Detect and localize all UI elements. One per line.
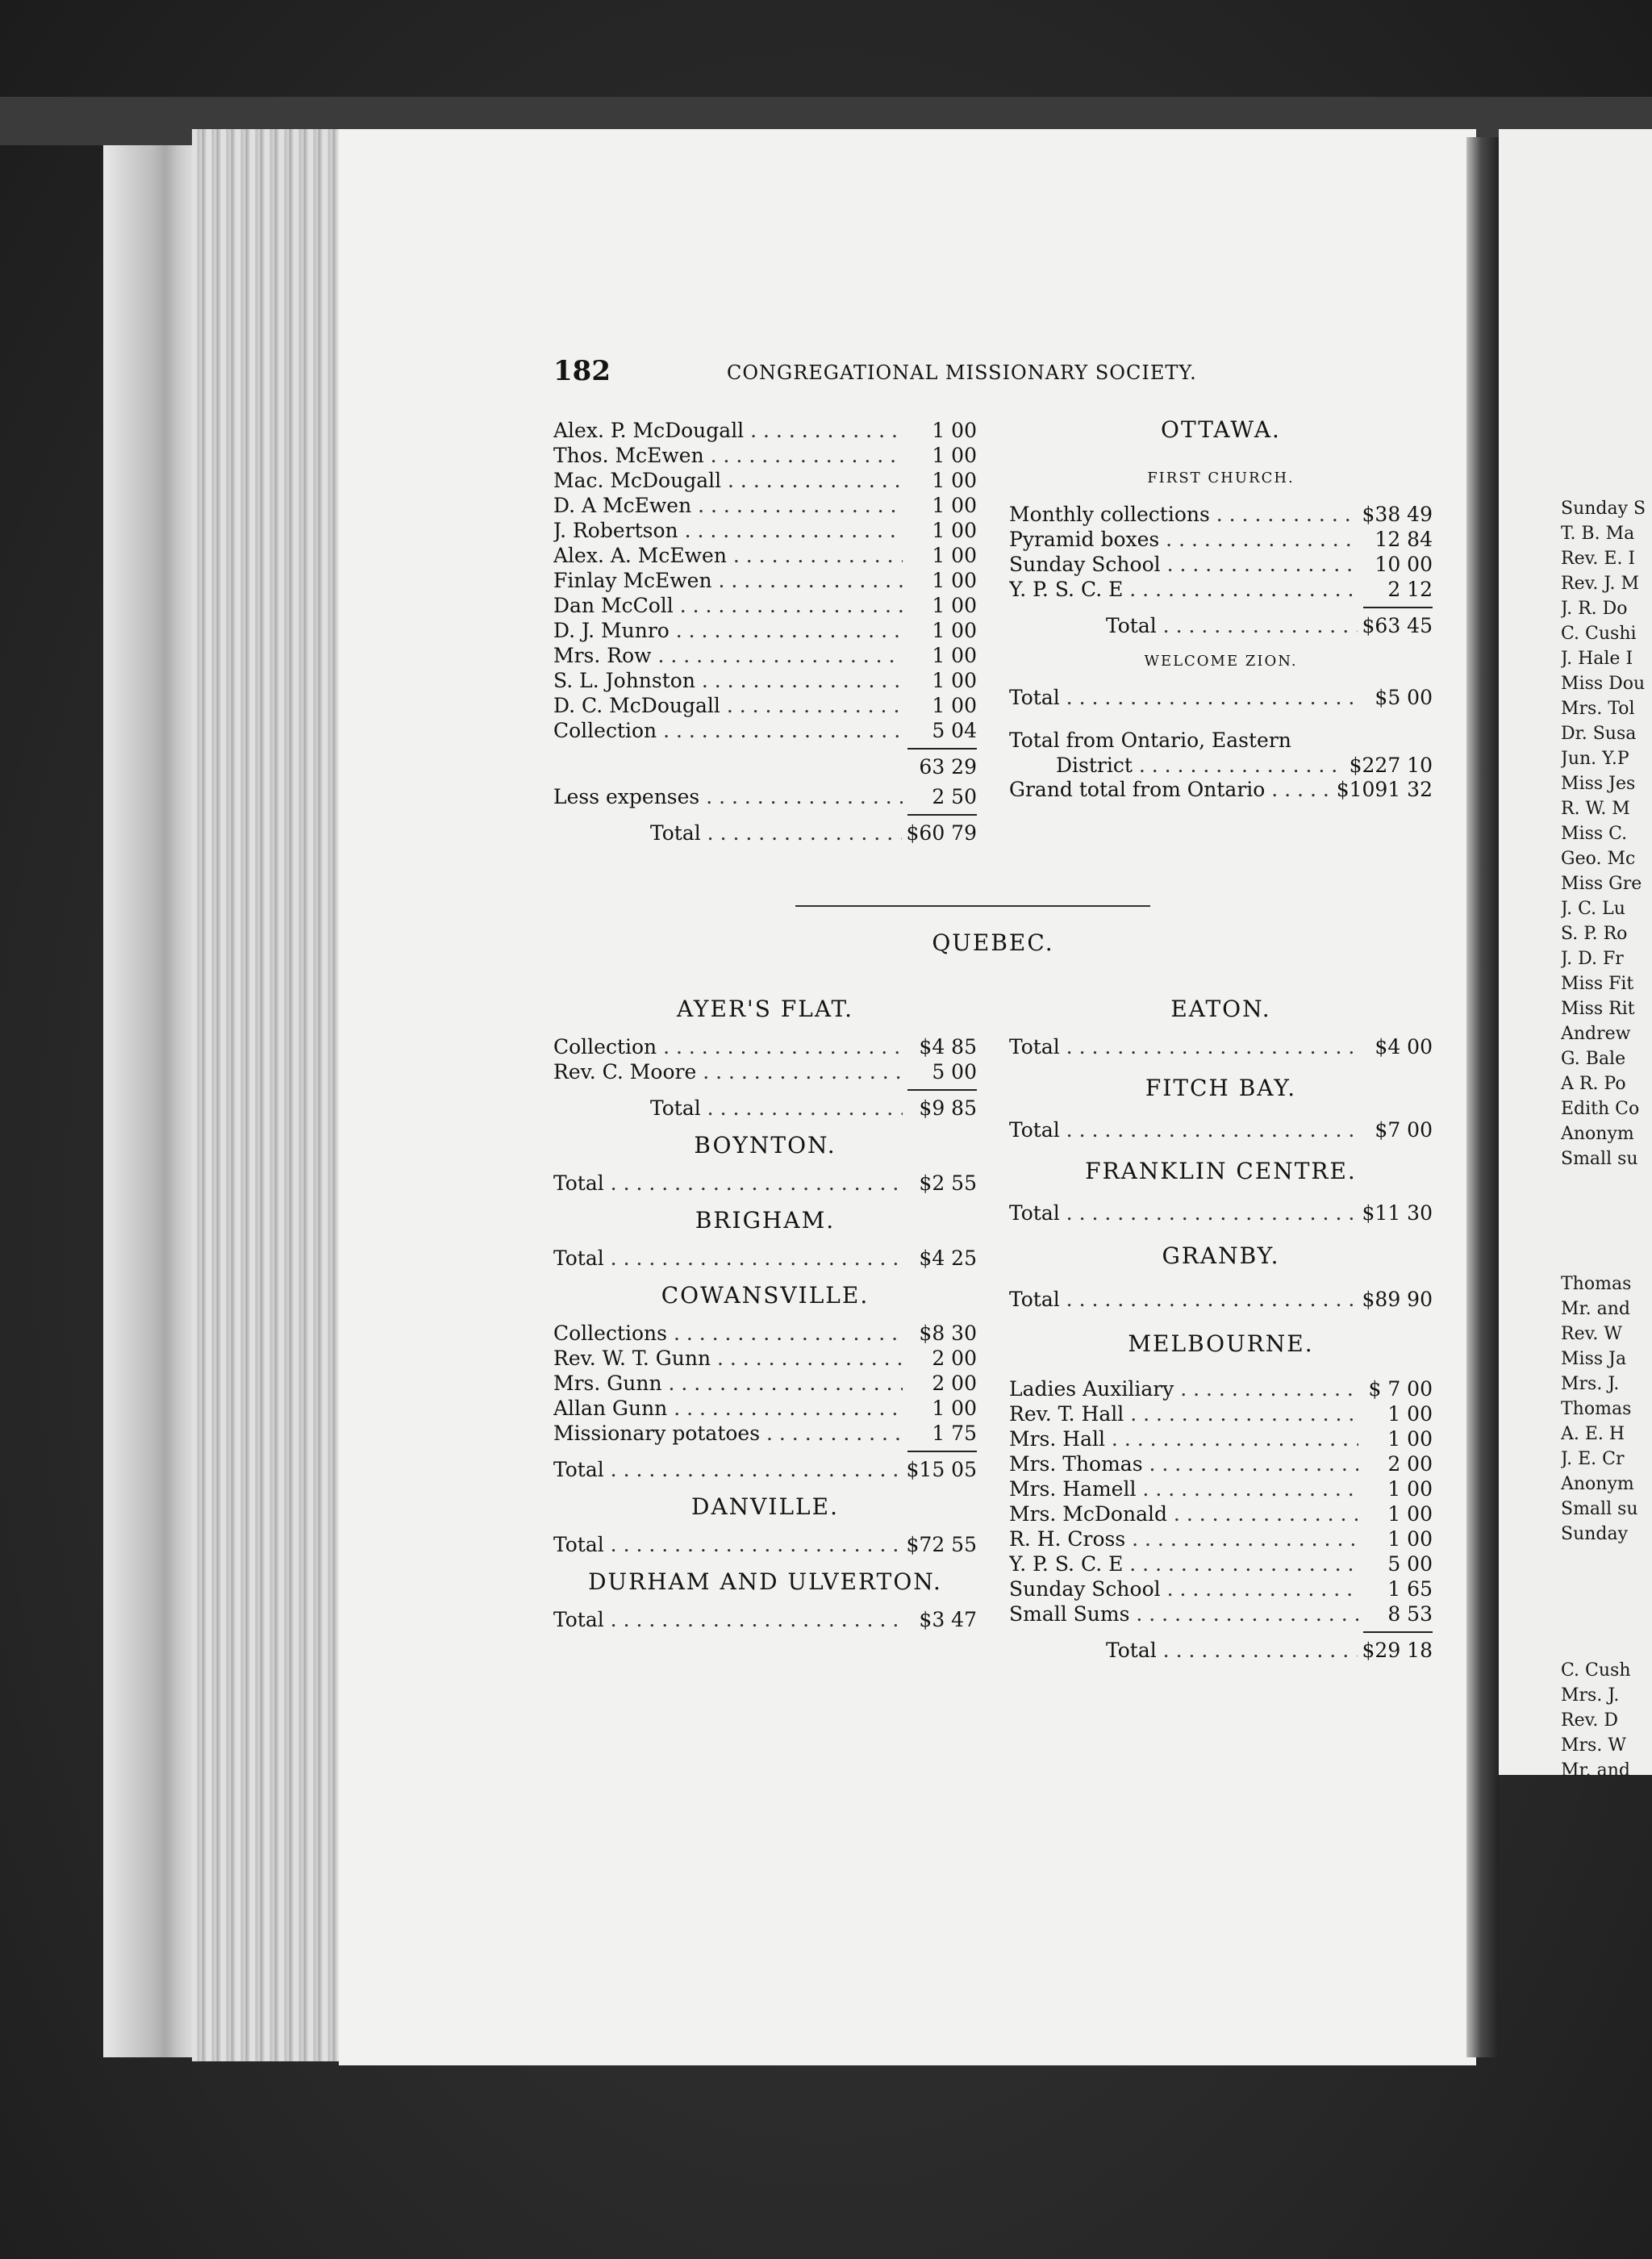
- facing-page-line: C. Cush: [1561, 1660, 1631, 1681]
- entry-row: [553, 1346, 977, 1371]
- facing-page-line: Sunday: [1561, 1524, 1629, 1544]
- rule: [553, 1084, 977, 1096]
- entry-name: Rev. T. Hall . . .: [1009, 1401, 1358, 1426]
- left-top-column: [553, 418, 977, 846]
- entry-row: [1009, 552, 1433, 577]
- entry-row: [1009, 1376, 1433, 1401]
- facing-page-line: J. C. Lu: [1561, 899, 1625, 919]
- durham-total-row: Total . . . $3 47: [553, 1607, 977, 1632]
- heading-boynton: BOYNTON.: [694, 1132, 836, 1159]
- entry-name: Mrs. Gunn . . .: [553, 1371, 903, 1396]
- entry-row: [553, 593, 977, 618]
- entry-amount: 1 00: [903, 443, 977, 468]
- entry-name: Collection . . .: [553, 718, 903, 743]
- entry-amount: 1 00: [1358, 1426, 1433, 1451]
- entry-row: [1009, 1476, 1433, 1501]
- entry-name: D. J. Munro . . .: [553, 618, 903, 643]
- facing-page-line: Mrs. J.: [1561, 1685, 1620, 1706]
- facing-page-line: Anonym: [1561, 1474, 1634, 1494]
- facing-page-line: Small su: [1561, 1499, 1638, 1519]
- entry-row: [1009, 1451, 1433, 1476]
- facing-page-line: Andrew: [1561, 1024, 1631, 1044]
- entry-name: Pyramid boxes . . .: [1009, 527, 1358, 552]
- facing-page-line: Miss Dou: [1561, 674, 1646, 694]
- ayers-total-row: Total . . . $9 85: [553, 1096, 977, 1121]
- entry-row: [553, 643, 977, 668]
- entry-amount: 1 00: [903, 468, 977, 493]
- subheading-first-church: FIRST CHURCH.: [1147, 470, 1295, 486]
- facing-page-line: G. Bale: [1561, 1049, 1626, 1069]
- entry-name: D. A McEwen . . .: [553, 493, 903, 518]
- running-head: [553, 355, 1433, 387]
- entry-amount: $ 7 00: [1358, 1376, 1433, 1401]
- entry-amount: 1 00: [1358, 1501, 1433, 1526]
- entry-row: [553, 518, 977, 543]
- facing-page-line: Miss Jes: [1561, 774, 1636, 794]
- facing-page-line: Jun. Y.P: [1561, 749, 1629, 769]
- ottawa-column: [1009, 405, 1433, 802]
- facing-page-line: Miss Gre: [1561, 874, 1642, 894]
- heading-cowansville: COWANSVILLE.: [661, 1282, 870, 1309]
- eastern-total-line-2: District . . . $227 10: [1009, 753, 1433, 777]
- facing-page-line: Small su: [1561, 1149, 1638, 1169]
- entry-name: Small Sums . . .: [1009, 1601, 1358, 1626]
- welcome-zion-total-row: Total . . . $5 00: [1009, 685, 1433, 710]
- facing-page-line: Mrs. J.: [1561, 1374, 1620, 1394]
- section-divider: [795, 905, 1150, 907]
- entry-name: Y. P. S. C. E . . .: [1009, 577, 1358, 602]
- entry-row: [553, 468, 977, 493]
- entry-amount: 1 00: [1358, 1401, 1433, 1426]
- danville-total-row: Total . . . $72 55: [553, 1532, 977, 1557]
- entry-amount: 1 00: [903, 418, 977, 443]
- entry-row: [553, 568, 977, 593]
- less-expenses-row: Less expenses . . . 2 50: [553, 784, 977, 809]
- page-title: CONGREGATIONAL MISSIONARY SOCIETY.: [727, 361, 1197, 384]
- entry-row: [1009, 1601, 1433, 1626]
- entry-amount: $38 49: [1358, 502, 1433, 527]
- entry-name: Rev. W. T. Gunn . . .: [553, 1346, 903, 1371]
- entry-name: Alex. P. McDougall . . .: [553, 418, 903, 443]
- eaton-total-row: Total . . . $4 00: [1009, 1034, 1433, 1059]
- entry-amount: 2 00: [903, 1346, 977, 1371]
- granby-total-row: Total . . . $89 90: [1009, 1287, 1433, 1312]
- facing-page-block-3: [1561, 1658, 1652, 1783]
- entry-amount: 12 84: [1358, 527, 1433, 552]
- entry-name: Thos. McEwen . . .: [553, 443, 903, 468]
- heading-durham-ulverton: DURHAM AND ULVERTON.: [588, 1568, 942, 1595]
- total-row: Total . . . $60 79: [553, 821, 977, 846]
- subtotal-row: 63 29: [553, 754, 977, 779]
- entry-row: [1009, 1576, 1433, 1601]
- brigham-total-row: Total . . . $4 25: [553, 1246, 977, 1271]
- entry-name: Sunday School . . .: [1009, 1576, 1358, 1601]
- book-page-stack: [103, 145, 192, 2057]
- facing-page-block-1: [1561, 496, 1652, 1171]
- facing-page-line: Dr. Susa: [1561, 724, 1637, 744]
- entry-amount: 1 00: [903, 543, 977, 568]
- entry-row: [1009, 527, 1433, 552]
- entry-row: [1009, 1426, 1433, 1451]
- facing-page-line: A. E. H: [1561, 1424, 1625, 1444]
- entry-name: Mrs. Hall . . .: [1009, 1426, 1358, 1451]
- entry-row: [553, 693, 977, 718]
- facing-page-line: T. B. Ma: [1561, 524, 1635, 544]
- entry-amount: 1 75: [903, 1421, 977, 1446]
- entry-name: Finlay McEwen . . .: [553, 568, 903, 593]
- entry-row: [553, 668, 977, 693]
- rule: [553, 809, 977, 821]
- entry-row: [1009, 577, 1433, 602]
- entry-name: D. C. McDougall . . .: [553, 693, 903, 718]
- entry-name: Collection . . .: [553, 1034, 903, 1059]
- entry-name: Alex. A. McEwen . . .: [553, 543, 903, 568]
- entry-row: [553, 493, 977, 518]
- first-church-total-row: Total . . . $63 45: [1009, 613, 1433, 638]
- entry-row: [553, 543, 977, 568]
- facing-page-line: R. W. M: [1561, 799, 1630, 819]
- entry-amount: 1 00: [1358, 1476, 1433, 1501]
- facing-page-line: Sunday S: [1561, 499, 1646, 519]
- entry-row: [1009, 1401, 1433, 1426]
- franklin-total-row: Total . . . $11 30: [1009, 1200, 1433, 1226]
- entry-amount: 2 00: [1358, 1451, 1433, 1476]
- facing-page-line: Rev. D: [1561, 1710, 1619, 1731]
- entry-name: Monthly collections . . .: [1009, 502, 1358, 527]
- entry-name: Mrs. Thomas . . .: [1009, 1451, 1358, 1476]
- facing-page-block-2: [1561, 1271, 1652, 1547]
- facing-page-line: Geo. Mc: [1561, 849, 1636, 869]
- entry-row: [553, 418, 977, 443]
- entry-name: Collections . . .: [553, 1321, 903, 1346]
- entry-name: Y. P. S. C. E . . .: [1009, 1551, 1358, 1576]
- heading-melbourne: MELBOURNE.: [1128, 1330, 1314, 1357]
- fitch-bay-total-row: Total . . . $7 00: [1009, 1117, 1433, 1142]
- facing-page-line: Miss Fit: [1561, 974, 1634, 994]
- melbourne-total-row: Total . . . $29 18: [1009, 1638, 1433, 1663]
- entry-row: [553, 618, 977, 643]
- entry-amount: 5 00: [903, 1059, 977, 1084]
- facing-page-line: J. R. Do: [1561, 599, 1628, 619]
- facing-page-line: Mrs. Tol: [1561, 699, 1635, 719]
- entry-amount: 1 00: [903, 493, 977, 518]
- heading-fitch-bay: FITCH BAY.: [1145, 1075, 1297, 1101]
- rule: [1009, 1626, 1433, 1638]
- entry-row: [553, 1321, 977, 1346]
- entry-row: [553, 1034, 977, 1059]
- entry-row: [553, 1421, 977, 1446]
- entry-row: [553, 1396, 977, 1421]
- entry-name: J. Robertson . . .: [553, 518, 903, 543]
- page-number: 182: [553, 355, 611, 387]
- facing-page-line: Mr. and: [1561, 1299, 1630, 1319]
- section-heading-quebec: QUEBEC.: [932, 929, 1054, 956]
- entry-row: [1009, 502, 1433, 527]
- entry-name: Mrs. Hamell . . .: [1009, 1476, 1358, 1501]
- heading-ayers-flat: AYER'S FLAT.: [676, 996, 854, 1022]
- facing-page-line: Rev. J. M: [1561, 574, 1640, 594]
- entry-name: Ladies Auxiliary . . .: [1009, 1376, 1358, 1401]
- facing-page-line: Anonym: [1561, 1124, 1634, 1144]
- entry-amount: 1 00: [903, 518, 977, 543]
- facing-page-line: S. P. Ro: [1561, 924, 1628, 944]
- entry-row: [1009, 1526, 1433, 1551]
- entry-amount: 8 53: [1358, 1601, 1433, 1626]
- subheading-welcome-zion: WELCOME ZION.: [1144, 653, 1298, 670]
- facing-page-line: Thomas: [1561, 1274, 1632, 1294]
- entry-row: [553, 718, 977, 743]
- entry-name: Mrs. McDonald . . .: [1009, 1501, 1358, 1526]
- facing-page-line: J. D. Fr: [1561, 949, 1624, 969]
- entry-row: [1009, 1551, 1433, 1576]
- facing-page-line: Miss Rit: [1561, 999, 1635, 1019]
- entry-amount: 1 65: [1358, 1576, 1433, 1601]
- facing-page-line: C. Cushi: [1561, 624, 1637, 644]
- entry-amount: 1 00: [903, 668, 977, 693]
- facing-page-line: Rev. E. I: [1561, 549, 1636, 569]
- facing-page-line: Miss C.: [1561, 824, 1628, 844]
- entry-amount: 10 00: [1358, 552, 1433, 577]
- section-heading-ottawa: OTTAWA.: [1161, 416, 1281, 443]
- entry-amount: $4 85: [903, 1034, 977, 1059]
- facing-page-line: Mrs. W: [1561, 1735, 1626, 1756]
- grand-total-row: Grand total from Ontario . . . $1091 32: [1009, 777, 1433, 802]
- facing-page-line: J. E. Cr: [1561, 1449, 1625, 1469]
- rule: [553, 1446, 977, 1457]
- entry-amount: 5 04: [903, 718, 977, 743]
- rule: [553, 743, 977, 754]
- facing-page-line: Thomas: [1561, 1399, 1632, 1419]
- entry-name: Rev. C. Moore . . .: [553, 1059, 903, 1084]
- entry-amount: 2 12: [1358, 577, 1433, 602]
- eastern-total-line-1: Total from Ontario, Eastern: [1009, 728, 1433, 753]
- facing-page-line: Edith Co: [1561, 1099, 1640, 1119]
- heading-eaton: EATON.: [1170, 996, 1271, 1022]
- entry-name: R. H. Cross . . .: [1009, 1526, 1358, 1551]
- entry-amount: 1 00: [903, 1396, 977, 1421]
- facing-page-line: A R. Po: [1561, 1074, 1626, 1094]
- heading-franklin-centre: FRANKLIN CENTRE.: [1085, 1158, 1357, 1184]
- entry-row: [553, 1059, 977, 1084]
- boynton-total-row: Total . . . $2 55: [553, 1171, 977, 1196]
- entry-name: Allan Gunn . . .: [553, 1396, 903, 1421]
- heading-granby: GRANBY.: [1162, 1242, 1280, 1269]
- entry-row: [1009, 1501, 1433, 1526]
- facing-page-line: Mr. and: [1561, 1760, 1630, 1781]
- entry-amount: $8 30: [903, 1321, 977, 1346]
- entry-amount: 1 00: [903, 568, 977, 593]
- entry-name: Missionary potatoes . . .: [553, 1421, 903, 1446]
- facing-page-line: J. Hale I: [1561, 649, 1633, 669]
- quebec-left-column: [553, 984, 977, 1632]
- facing-page-line: Miss Ja: [1561, 1349, 1627, 1369]
- quebec-right-column: [1009, 984, 1433, 1663]
- entry-amount: 1 00: [903, 618, 977, 643]
- entry-amount: 5 00: [1358, 1551, 1433, 1576]
- rule: [1009, 602, 1433, 613]
- entry-name: S. L. Johnston . . .: [553, 668, 903, 693]
- entry-row: [553, 1371, 977, 1396]
- facing-page-line: Rev. W: [1561, 1324, 1623, 1344]
- entry-row: [553, 443, 977, 468]
- entry-name: Dan McColl . . .: [553, 593, 903, 618]
- heading-danville: DANVILLE.: [691, 1493, 839, 1520]
- entry-name: Mac. McDougall . . .: [553, 468, 903, 493]
- entry-amount: 2 00: [903, 1371, 977, 1396]
- cowansville-total-row: Total . . . $15 05: [553, 1457, 977, 1482]
- entry-amount: 1 00: [903, 643, 977, 668]
- book-gutter: [1466, 137, 1499, 2057]
- entry-name: Sunday School . . .: [1009, 552, 1358, 577]
- entry-amount: 1 00: [903, 593, 977, 618]
- entry-name: Mrs. Row . . .: [553, 643, 903, 668]
- heading-brigham: BRIGHAM.: [695, 1207, 836, 1234]
- entry-amount: 1 00: [903, 693, 977, 718]
- entry-amount: 1 00: [1358, 1526, 1433, 1551]
